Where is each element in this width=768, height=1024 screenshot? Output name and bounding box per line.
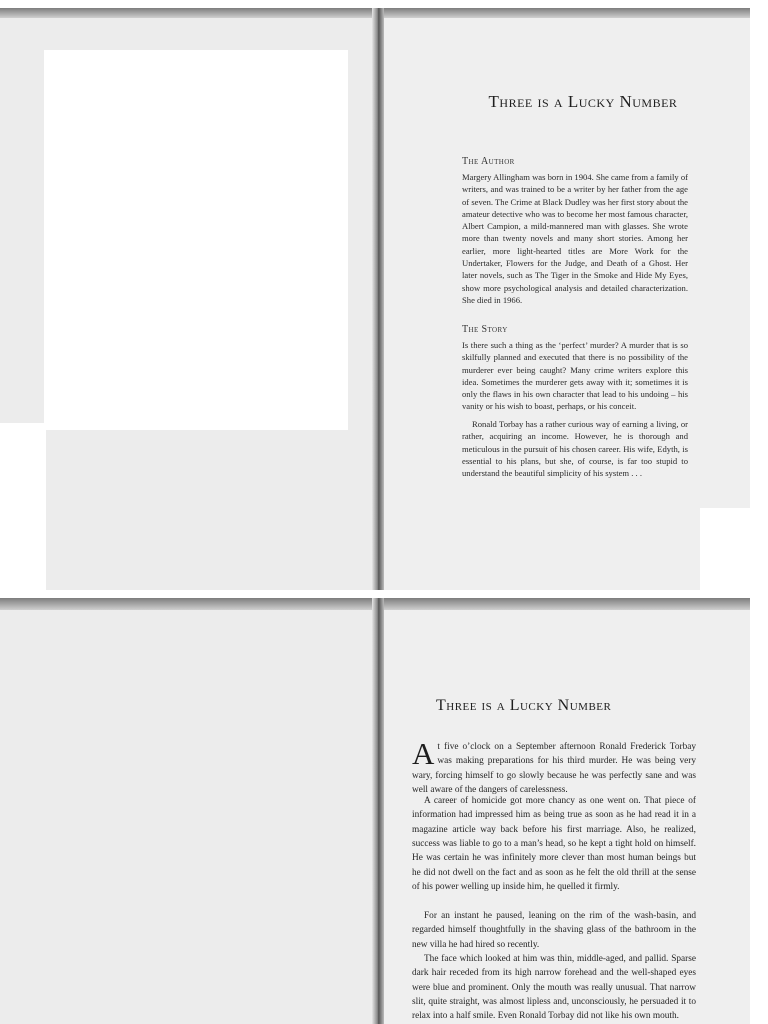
blank-redaction-area — [44, 50, 348, 430]
author-paragraph: Margery Allingham was born in 1904. She came from a family of writers, and was trained to be a writer by her father from the age of seven. The Crime at Black Dudley was her first story about the amateur detective who was to become her most famous character, Albert Campion, a mild-mannered man with glasses. She wrote more than twenty novels and many short stories. Among her earlier, more light-hearted titles are More Work for the Undertaker, Flowers for the Judge, and Death of a Ghost. Her later novels, such as The Tiger in the Smoke and Hide My Eyes, show more psychological analysis and detailed characterization. She died in 1966. — [462, 172, 688, 305]
blank-left-strip — [0, 423, 46, 593]
story-paragraph-open — [412, 736, 696, 797]
story-paragraph-2: Ronald Torbay has a rather curious way of earning a living, or rather, acquiring an income. However, he is thorough and meticulous in the pursuit of his chosen career. His wife, Edyth, is essential to his plans, but she, of course, is far too stupid to understand the beautiful simplicity of his system . . . — [462, 419, 688, 479]
story-paragraph-career: A career of homicide got more chancy as one went on. That piece of information had impressed him as being true as soon as he had read it in a magazine article way back before his first marriage. Also, he realized, success was liable to go to a man’s head, so he kept a tight hold on himself. He was certain he was infinitely more clever than most human beings but he did not dwell on the fact and as soon as he felt the old thrill at the sense of his power welling up inside him, he quelled it firmly. — [412, 796, 696, 893]
book-gutter-bottom — [372, 598, 384, 1024]
intro-title: Three is a Lucky Number — [488, 92, 678, 111]
story-paragraph-face: The face which looked at him was thin, middle-aged, and pallid. Sparse dark hair receded from its high narrow forehead and the well-shaped eyes were blue and prominent. Only the mouth was really unusual. That narrow slit, quite straight, was almost lipless and, unconsciously, he persuaded it to relax into a half smile. Even Ronald Torbay did not like his own mouth. — [412, 954, 696, 1022]
story-paragraph-1: Is there such a thing as the ‘perfect’ murder? A murder that is so skilfully planned and executed that there is no possibility of the murderer ever being caught? Many crime writers explore this idea. Sometimes the murderer gets away with it; sometimes it is only the flaws in his own character that lead to his undoing – his vanity or his wish to boast, perhaps, or his conceit. — [462, 340, 688, 412]
drop-cap: A — [412, 736, 435, 771]
white-margin-cut — [700, 508, 768, 590]
story-paragraph-mirror: For an instant he paused, leaning on the rim of the wash-basin, and regarded himself thoughtfully in the shaving glass of the bathroom in the new villa he had hired so recently. — [412, 911, 696, 950]
story-heading: The Story — [462, 324, 508, 335]
left-leaf-bottom — [0, 598, 378, 1024]
story-title: Three is a Lucky Number — [436, 697, 612, 714]
book-gutter-top — [372, 8, 384, 590]
opening-text: t five o’clock on a September afternoon Ronald Frederick Torbay was making preparations for his third murder. He was being very wary, forcing himself to go slowly because he was perfectly sane and was well aware of the dangers of carelessness. — [412, 742, 696, 796]
author-heading: The Author — [462, 156, 515, 167]
